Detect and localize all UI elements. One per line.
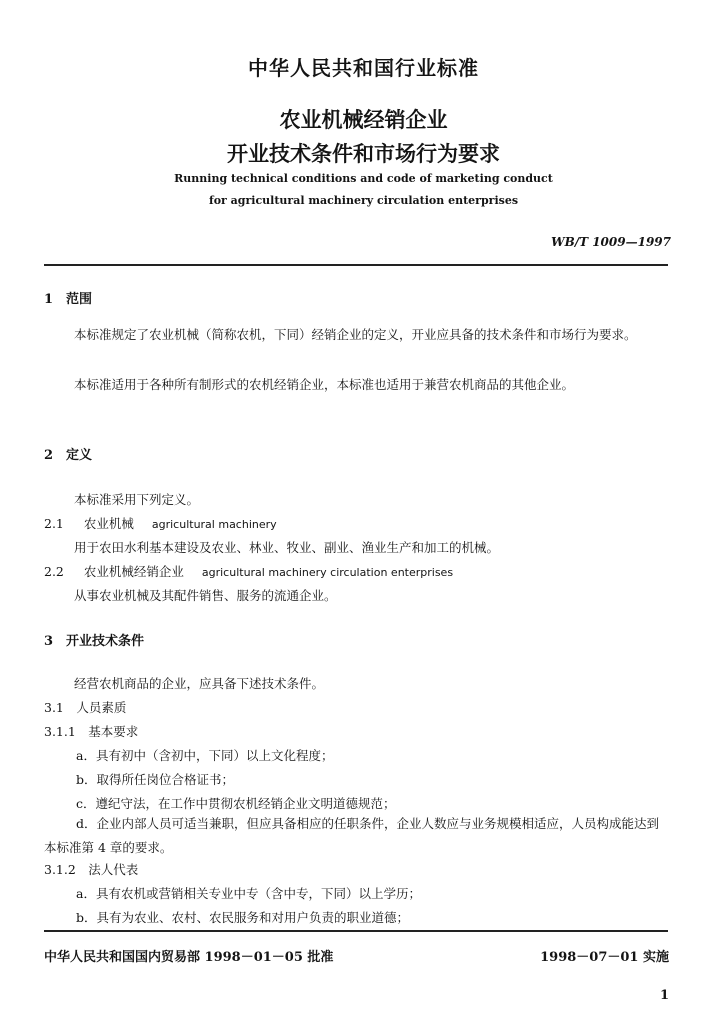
- requirement-a: a．具有初中（含初中，下同）以上文化程度；: [76, 748, 334, 763]
- section-2-intro: 本标准采用下列定义。: [74, 492, 200, 507]
- requirement-b: b．取得所任岗位合格证书；: [76, 772, 235, 787]
- subsection-3-1-1-heading: 3.1.1 基本要求: [44, 724, 139, 739]
- english-title-line-1: Running technical conditions and code of marketing conduct: [174, 172, 553, 185]
- definition-2-1-english: agricultural machinery: [151, 518, 277, 531]
- document-title-line-2: 开业技术条件和市场行为要求: [227, 141, 500, 166]
- section-2-heading: 2 定义: [44, 448, 93, 463]
- standard-code: WB/T 1009—1997: [551, 235, 671, 249]
- definition-2-2-number: 2.2: [44, 564, 64, 579]
- standard-category-header: 中华人民共和国行业标准: [248, 56, 479, 80]
- english-title-line-2: for agricultural machinery circulation enterprises: [208, 194, 519, 207]
- requirement-c: c．遵纪守法，在工作中贯彻农机经销企业文明道德规范；: [76, 796, 396, 811]
- bottom-divider: [44, 930, 668, 932]
- subsection-3-1-2-heading: 3.1.2 法人代表: [44, 862, 139, 877]
- section-3-heading: 3 开业技术条件: [44, 634, 145, 649]
- section-1-paragraph-2: 本标准适用于各种所有制形式的农机经销企业，本标准也适用于兼营农机商品的其他企业。: [74, 377, 575, 392]
- definition-2-2-text: 从事农业机械及其配件销售、服务的流通企业。: [74, 588, 337, 603]
- section-1-heading: 1 范围: [44, 292, 93, 307]
- effective-date: 1998－07－01 实施: [540, 950, 669, 965]
- definition-2-1-term: 农业机械: [83, 516, 134, 531]
- definition-2-2: [44, 562, 453, 580]
- definition-2-2-term: 农业机械经销企业: [83, 564, 184, 579]
- page-number: 1: [659, 988, 669, 1003]
- definition-2-1-number: 2.1: [44, 516, 64, 531]
- definition-2-1: [44, 514, 277, 532]
- definition-2-1-text: 用于农田水利基本建设及农业、林业、牧业、副业、渔业生产和加工的机械。: [74, 540, 500, 555]
- legal-rep-requirement-b: b．具有为农业、农村、农民服务和对用户负责的职业道德；: [76, 910, 410, 925]
- document-title-line-1: 农业机械经销企业: [279, 107, 448, 132]
- top-divider: [44, 264, 668, 266]
- approval-date: 中华人民共和国国内贸易部 1998－01－05 批准: [44, 950, 334, 965]
- section-1-paragraph-1: 本标准规定了农业机械（简称农机，下同）经销企业的定义，开业应具备的技术条件和市场行为要求。: [74, 327, 637, 342]
- requirement-d: d．企业内部人员可适当兼职，但应具备相应的任职条件，企业人数应与业务规模相适应，人员构成能达到本标准第 4 章的要求。: [44, 816, 660, 855]
- subsection-3-1-heading: 3.1 人员素质: [44, 700, 127, 715]
- legal-rep-requirement-a: a．具有农机或营销相关专业中专（含中专，下同）以上学历；: [76, 886, 421, 901]
- definition-2-2-english: agricultural machinery circulation enterprises: [201, 566, 454, 579]
- section-3-intro: 经营农机商品的企业，应具备下述技术条件。: [74, 676, 325, 691]
